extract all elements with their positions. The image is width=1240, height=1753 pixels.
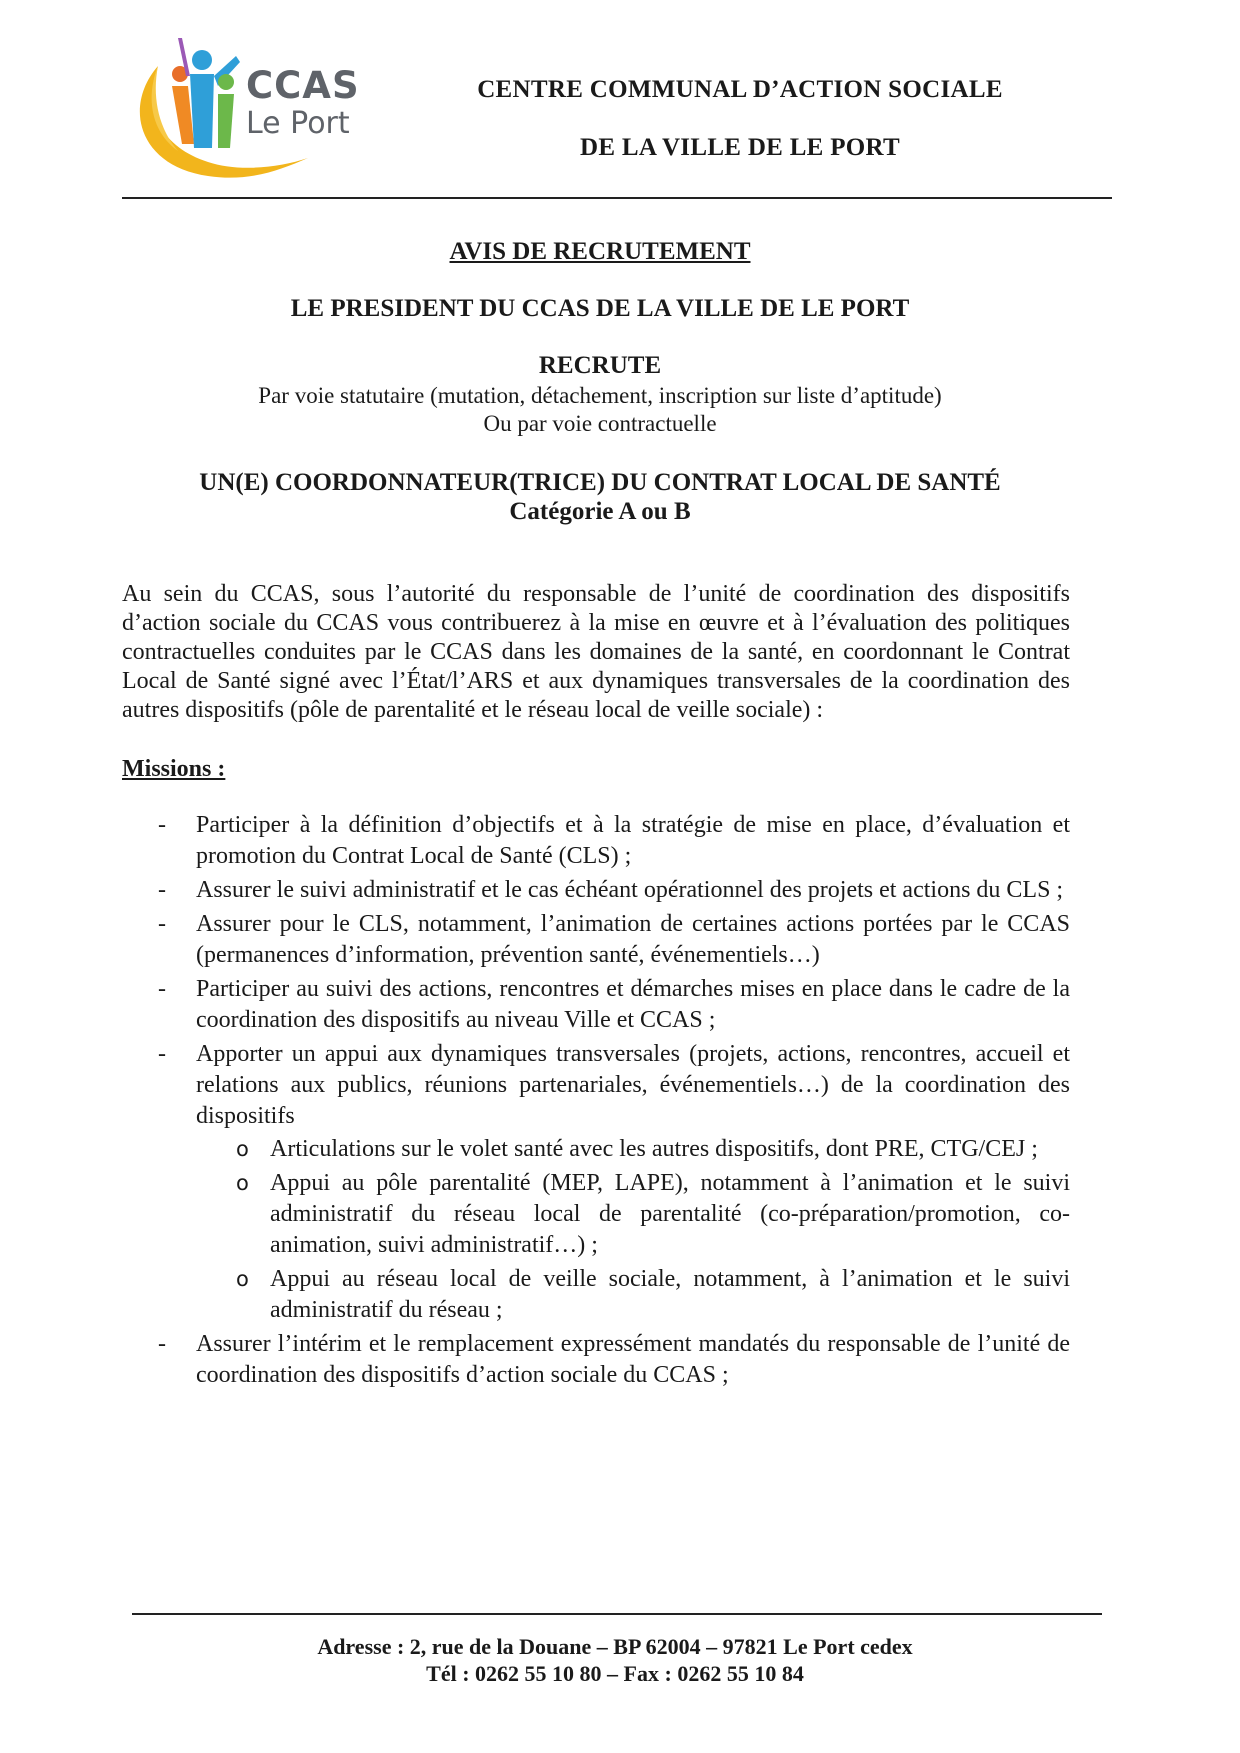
missions-heading: Missions : bbox=[122, 756, 226, 782]
recrute-heading: RECRUTE bbox=[538, 352, 662, 379]
dash-marker: - bbox=[158, 812, 166, 838]
mission-text: Assurer l’intérim et le remplacement expressément mandatés du responsable de l’unité de coordination des dispositifs d’action sociale du CCAS ; bbox=[196, 1331, 1070, 1388]
recruitment-mode-statutory: Par voie statutaire (mutation, détachement, inscription sur liste d’aptitude) bbox=[258, 383, 942, 408]
circle-bullet-icon: o bbox=[236, 1137, 249, 1161]
missions-list bbox=[122, 810, 1070, 1394]
logo-title: CCAS bbox=[246, 64, 360, 107]
notice-title: AVIS DE RECRUTEMENT bbox=[449, 238, 751, 265]
ccas-logo bbox=[128, 36, 368, 186]
sub-mission-text: Articulations sur le volet santé avec les autres dispositifs, dont PRE, CTG/CEJ ; bbox=[270, 1136, 1038, 1162]
intro-paragraph: Au sein du CCAS, sous l’autorité du responsable de l’unité de coordination des dispositifs d’action sociale du CCAS vous contribuerez à la mise en œuvre et à l’évaluation des politiques contractuelles conduites par le CCAS dans les domaines de la santé, en coordonnant le Contrat Local de Santé signé avec l’État/l’ARS et aux dynamiques transversales de la coordination des autres dispositifs (pôle de parentalité et le réseau local de veille sociale) : bbox=[122, 581, 1070, 723]
list-item bbox=[122, 1039, 1070, 1326]
dash-marker: - bbox=[158, 911, 166, 937]
footer-divider bbox=[132, 1613, 1102, 1615]
position-title: UN(E) COORDONNATEUR(TRICE) DU CONTRAT LOCAL DE SANTÉ bbox=[199, 469, 1001, 496]
sub-list-item bbox=[196, 1134, 1070, 1165]
footer-address: Adresse : 2, rue de la Douane – BP 62004 – 97821 Le Port cedex bbox=[317, 1634, 913, 1659]
sub-list-item bbox=[196, 1264, 1070, 1326]
org-name-line-1: CENTRE COMMUNAL D’ACTION SOCIALE bbox=[477, 76, 1003, 103]
mission-text: Apporter un appui aux dynamiques transversales (projets, actions, rencontres, accueil et relations aux publics, réunions partenariales, événementiels…) de la coordination des dispositifs bbox=[196, 1041, 1070, 1129]
sub-list-item bbox=[196, 1168, 1070, 1261]
sub-missions-list bbox=[196, 1134, 1070, 1326]
mission-text: Assurer pour le CLS, notamment, l’animation de certaines actions portées par le CCAS (permanences d’information, prévention santé, événementiels…) bbox=[196, 911, 1070, 968]
circle-bullet-icon: o bbox=[236, 1171, 249, 1195]
list-item bbox=[122, 875, 1070, 906]
sub-mission-text: Appui au pôle parentalité (MEP, LAPE), notamment à l’animation et le suivi administratif du réseau local de parentalité (co-préparation/promotion, co-animation, suivi administratif…) ; bbox=[270, 1170, 1070, 1258]
list-item bbox=[122, 974, 1070, 1036]
dash-marker: - bbox=[158, 976, 166, 1002]
footer-contact: Tél : 0262 55 10 80 – Fax : 0262 55 10 84 bbox=[426, 1661, 804, 1686]
logo-subtitle: Le Port bbox=[246, 106, 350, 141]
sub-mission-text: Appui au réseau local de veille sociale, notamment, à l’animation et le suivi administratif du réseau ; bbox=[270, 1266, 1070, 1323]
mission-text: Participer au suivi des actions, rencontres et démarches mises en place dans le cadre de la coordination des dispositifs au niveau Ville et CCAS ; bbox=[196, 976, 1070, 1033]
president-line: LE PRESIDENT DU CCAS DE LA VILLE DE LE PORT bbox=[290, 295, 910, 322]
position-category: Catégorie A ou B bbox=[509, 498, 691, 525]
mission-text: Assurer le suivi administratif et le cas échéant opérationnel des projets et actions du CLS ; bbox=[196, 877, 1064, 903]
list-item bbox=[122, 1329, 1070, 1391]
mission-text: Participer à la définition d’objectifs et à la stratégie de mise en place, d’évaluation et promotion du Contrat Local de Santé (CLS) ; bbox=[196, 812, 1070, 869]
org-name-line-2: DE LA VILLE DE LE PORT bbox=[580, 134, 900, 161]
list-item bbox=[122, 909, 1070, 971]
list-item bbox=[122, 810, 1070, 872]
circle-bullet-icon: o bbox=[236, 1267, 249, 1291]
dash-marker: - bbox=[158, 877, 166, 903]
dash-marker: - bbox=[158, 1331, 166, 1357]
header-divider bbox=[122, 197, 1112, 199]
dash-marker: - bbox=[158, 1041, 166, 1067]
recruitment-mode-contractual: Ou par voie contractuelle bbox=[483, 411, 717, 436]
